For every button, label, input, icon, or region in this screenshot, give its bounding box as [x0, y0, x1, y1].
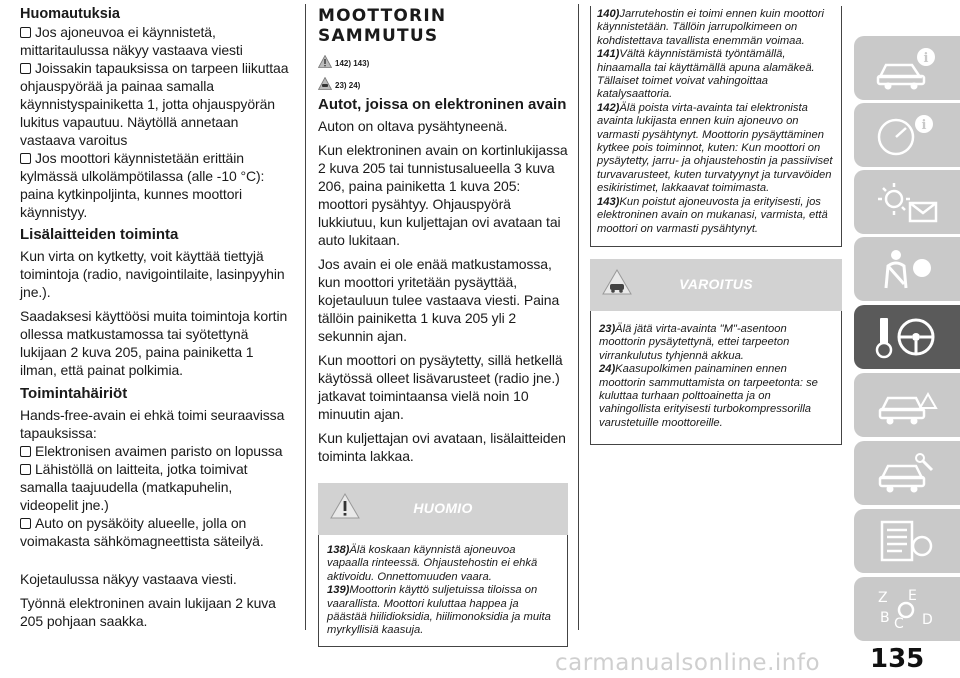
tab-car-breakdown[interactable]: [854, 373, 960, 437]
caution-notes: [318, 535, 568, 647]
checkbox-bullet-icon: [20, 518, 31, 529]
watermark: carmanualsonline.info: [555, 650, 821, 676]
caution-title: HUOMIO: [413, 500, 473, 516]
subheading-electronic-key: Autot, joissa on elektroninen avain: [318, 96, 567, 113]
index-icon: [872, 584, 942, 634]
tab-car-info[interactable]: [854, 36, 960, 100]
warning-triangle-icon: [318, 55, 332, 68]
bullet-item: Jos ajoneuvoa ei käynnistetä, mittaritaulussa näkyy vastaava viesti: [20, 24, 243, 58]
page-number: 135: [870, 644, 925, 674]
seatbelt-airbag-icon: [872, 244, 942, 294]
paragraph: Kun moottori on pysäytetty, sillä hetkellä käytössä olleet lisävarusteet (radio jne.) jatkavat toimintaansa vielä noin 10 minuutin ajan.: [318, 352, 563, 422]
checkbox-bullet-icon: [20, 446, 31, 457]
tab-specifications[interactable]: [854, 509, 960, 573]
warning-title: VAROITUS: [679, 275, 753, 292]
key-steering-icon: [872, 312, 942, 362]
note-item: 139)Moottorin käyttö suljetuissa tiloissa on vaarallista. Moottori kuluttaa happea ja päästää hiilidioksidia, hiilimonoksidia ja muita myrkyllisiä kaasuja.: [327, 584, 551, 637]
note-item: 142)Älä poista virta-avainta tai elektronista avainta lukijasta ennen kuin ajoneuvo on varmasti pysähtynyt. Moottorin pysäyttäminen kytkee pois toiminnot, kuten: Kun moottori on pysäytetty, jarru- ja ohjaustehostin ja passiiviset turvavarusteet, kuten turvatyynyt ja turvavöiden esikiristimet, lakkaavat toimimasta.: [597, 101, 833, 195]
tab-index[interactable]: [854, 577, 960, 641]
warning-notes: [590, 311, 842, 445]
column-divider-right: [578, 4, 579, 630]
reference-numbers: 142) 143): [335, 59, 370, 68]
bullet-item: Elektronisen avaimen paristo on lopussa: [20, 442, 292, 460]
paragraph: Saadaksesi käyttöösi muita toimintoja kortin ollessa matkustamossa tai syötettynä lukijaan 2 kuva 205, paina painiketta 1 ilman, että painat polkimia.: [20, 308, 288, 378]
caution-notes-continued: [590, 6, 842, 247]
maintenance-icon: [872, 448, 942, 498]
car-breakdown-icon: [872, 380, 942, 430]
heading-accessories: Lisälaitteiden toiminta: [20, 226, 179, 243]
checkbox-bullet-icon: [20, 464, 31, 475]
paragraph: Työnnä elektroninen avain lukijaan 2 kuva 205 pohjaan saakka.: [20, 595, 276, 629]
paragraph: Kun elektroninen avain on kortinlukijassa 2 kuva 205 tai tunnistusalueella 3 kuva 206, paina painiketta 1 kuva 205: moottori pysähtyy. Ohjauspyörä lukkiutuu, kun kuljettajan ovi avataan tai auto lukitaan.: [318, 142, 568, 248]
svg-text:B: B: [880, 610, 890, 626]
caution-reference: [318, 74, 568, 90]
dashboard-warning-icon: [872, 110, 942, 160]
column-middle: [318, 6, 568, 647]
tab-key-steering[interactable]: [854, 305, 960, 369]
note-item: 138)Älä koskaan käynnistä ajoneuvoa vapaalla rinteessä. Ohjaustehostin ei ehkä aktivoidu. Onnettomuuden vaara.: [327, 544, 538, 583]
note-item: 23)Älä jätä virta-avainta "M"-asentoon moottorin pysäytettynä, ettei tarpeeton virrankulutus tyhjennä akkua.: [599, 322, 790, 362]
note-item: 141)Vältä käynnistämistä työntämällä, hinaamalla tai käyttämällä apuna alamäkeä. Tällaiset toimet voivat vahingoittaa katalysaattoria.: [597, 48, 815, 101]
section-title: MOOTTORIN SAMMUTUS: [318, 6, 447, 46]
warning-header: [590, 259, 842, 311]
caution-header: [318, 483, 568, 535]
car-info-icon: [872, 43, 942, 93]
tab-maintenance[interactable]: [854, 441, 960, 505]
paragraph: Kojetaulussa näkyy vastaava viesti.: [20, 571, 237, 587]
warning-box: [590, 259, 842, 445]
reference-numbers: 23) 24): [335, 81, 361, 90]
tab-dashboard-warning[interactable]: [854, 103, 960, 167]
column-left: [20, 6, 292, 636]
checkbox-bullet-icon: [20, 153, 31, 164]
paragraph: Kun virta on kytketty, voit käyttää tiettyjä toimintoja (radio, navigointilaite, lasinpyyhin jne.).: [20, 248, 285, 300]
notes-title: Huomautuksia: [20, 6, 120, 22]
paragraph: Hands-free-avain ei ehkä toimi seuraavissa tapauksissa:: [20, 407, 285, 441]
car-caution-icon: [318, 77, 332, 90]
note-item: 143)Kun poistut ajoneuvosta ja erityisesti, jos elektroninen avain on mukanasi, varmista, että moottori on varmasti pysähtynyt.: [597, 195, 828, 235]
bullet-item: Auto on pysäköity alueelle, jolla on voimakasta sähkömagneettista säteilyä.: [20, 515, 264, 549]
svg-text:C: C: [894, 616, 904, 632]
specifications-icon: [872, 516, 942, 566]
paragraph: Auton on oltava pysähtyneenä.: [318, 118, 508, 134]
warning-reference: [318, 52, 568, 68]
checkbox-bullet-icon: [20, 27, 31, 38]
svg-text:i: i: [921, 118, 927, 133]
note-item: 140)Jarrutehostin ei toimi ennen kuin moottori käynnistetään. Tällöin jarrupolkimeen on kohdistettava tavallista enemmän voimaa.: [597, 8, 824, 47]
heading-faults: Toimintahäiriöt: [20, 385, 128, 402]
climate-icon: [872, 177, 942, 227]
tab-seatbelt-airbag[interactable]: [854, 237, 960, 301]
paragraph: Jos avain ei ole enää matkustamossa, kun moottori yritetään pysäyttää, kojetauluun tulee vastaava viesti. Paina tällöin painiketta 1 kuva 205 yli 2 sekunnin ajan.: [318, 256, 560, 344]
svg-text:D: D: [922, 612, 933, 628]
svg-text:Z: Z: [878, 590, 888, 606]
bullet-item: Joissakin tapauksissa on tarpeen liikuttaa ohjauspyörää ja painaa samalla käynnistyspainiketta 1, jotta ohjauspyörän lukitus vapautuu. Näytöllä annetaan vastaava varoitus: [20, 60, 289, 148]
column-right: [590, 6, 842, 445]
column-divider-left: [305, 4, 306, 630]
svg-text:i: i: [923, 51, 929, 66]
checkbox-bullet-icon: [20, 63, 31, 74]
bullet-item: Jos moottori käynnistetään erittäin kylmässä ulkolämpötilassa (alle -10 °C): paina kytkinpoljinta, kunnes moottori käynnistyy.: [20, 150, 265, 220]
svg-text:E: E: [908, 588, 917, 604]
note-item: 24)Kaasupolkimen painaminen ennen moottorin sammuttamista on tarpeetonta: se kuluttaa turhaan polttoainetta ja on vahingollista erityisesti turbokompressorilla varustetuille moottoreille.: [599, 363, 818, 429]
bullet-item: Lähistöllä on laitteita, jotka toimivat samalla taajuudella (matkapuhelin, videopelit jne.): [20, 461, 248, 513]
tab-climate[interactable]: [854, 170, 960, 234]
paragraph: Kun kuljettajan ovi avataan, lisälaitteiden toiminta lakkaa.: [318, 430, 566, 464]
